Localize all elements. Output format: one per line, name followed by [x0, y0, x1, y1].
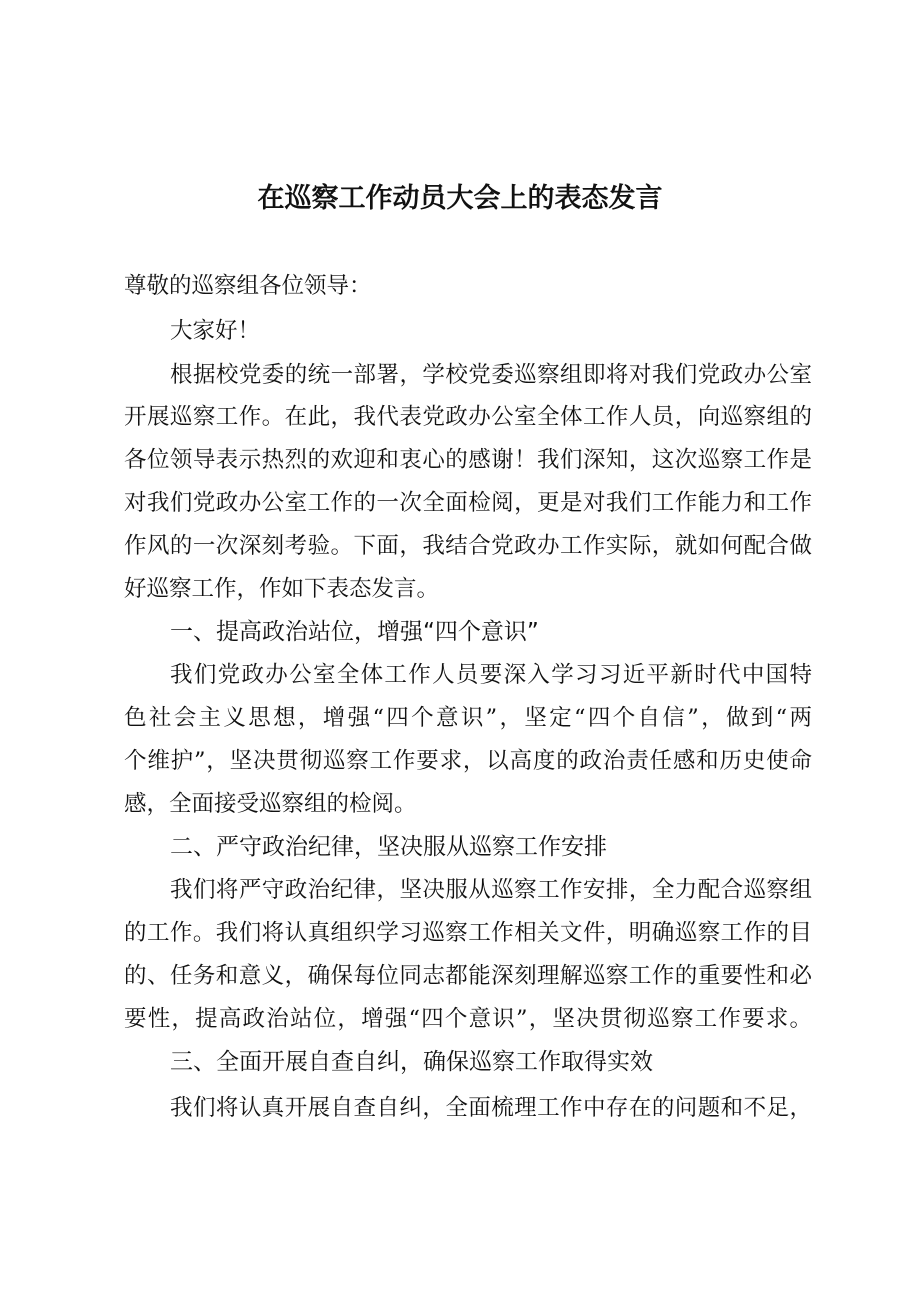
paragraph-line: 我们将认真开展自查自纠，全面梳理工作中存在的问题和不足，	[170, 1095, 812, 1121]
paragraph-line: 好巡察工作，作如下表态发言。	[124, 576, 440, 602]
paragraph-line: 要性，提高政治站位，增强“四个意识”，坚决贯彻巡察工作要求。	[124, 1006, 812, 1032]
salutation: 尊敬的巡察组各位领导：	[124, 273, 372, 299]
document-title: 在巡察工作动员大会上的表态发言	[257, 183, 663, 214]
paragraph-line: 的工作。我们将认真组织学习巡察工作相关文件，明确巡察工作的目	[124, 920, 812, 946]
paragraph-line: 色社会主义思想，增强“四个意识”，坚定“四个自信”，做到“两	[124, 705, 812, 731]
paragraph-line: 作风的一次深刻考验。下面，我结合党政办工作实际，就如何配合做	[124, 533, 812, 559]
paragraph-line: 我们党政办公室全体工作人员要深入学习习近平新时代中国特	[170, 662, 812, 688]
section-heading-1: 一、提高政治站位，增强“四个意识”	[170, 619, 539, 645]
paragraph-line: 对我们党政办公室工作的一次全面检阅，更是对我们工作能力和工作	[124, 490, 812, 516]
paragraph-line: 各位领导表示热烈的欢迎和衷心的感谢！我们深知，这次巡察工作是	[124, 447, 812, 473]
section-heading-2: 二、严守政治纪律，坚决服从巡察工作安排	[170, 834, 607, 860]
section-heading-3: 三、全面开展自查自纠，确保巡察工作取得实效	[170, 1049, 653, 1075]
paragraph-line: 根据校党委的统一部署，学校党委巡察组即将对我们党政办公室	[170, 362, 812, 388]
greeting: 大家好！	[170, 318, 261, 344]
paragraph-line: 个维护”，坚决贯彻巡察工作要求，以高度的政治责任感和历史使命	[124, 748, 812, 774]
paragraph-line: 我们将严守政治纪律，坚决服从巡察工作安排，全力配合巡察组	[170, 877, 812, 903]
paragraph-line: 开展巡察工作。在此，我代表党政办公室全体工作人员，向巡察组的	[124, 404, 812, 430]
paragraph-line: 的、任务和意义，确保每位同志都能深刻理解巡察工作的重要性和必	[124, 963, 812, 989]
paragraph-line: 感，全面接受巡察组的检阅。	[124, 791, 417, 817]
